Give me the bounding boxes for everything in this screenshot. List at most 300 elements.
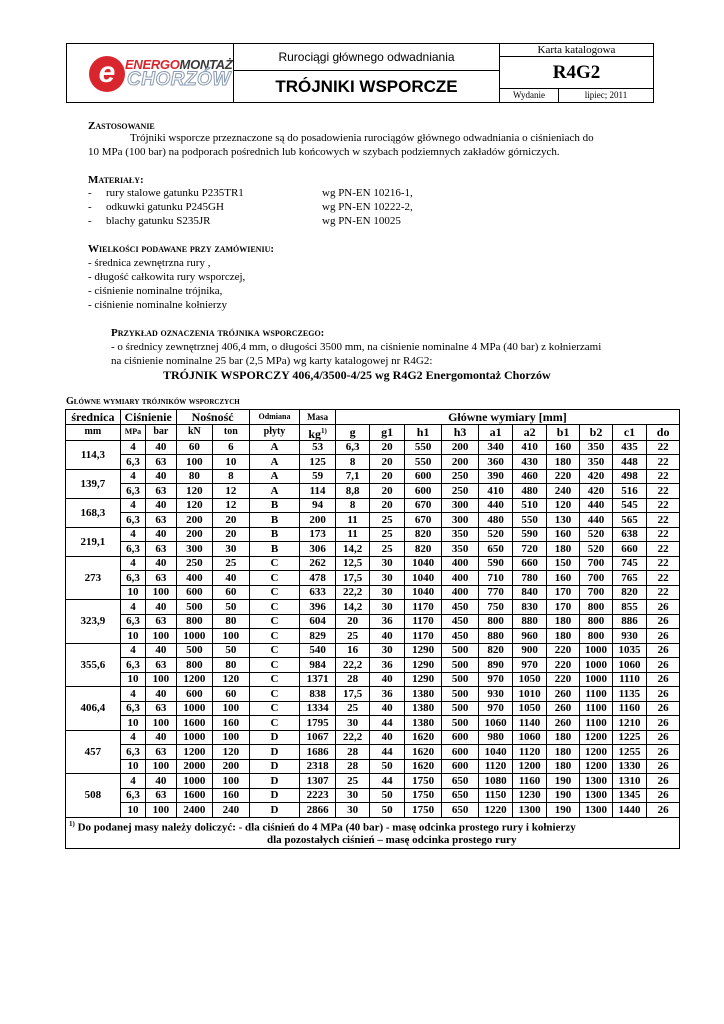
table-cell: 114	[300, 484, 336, 499]
table-cell: 100	[213, 701, 250, 716]
table-row	[66, 527, 680, 542]
table-cell: 410	[478, 484, 512, 499]
table-cell: B	[249, 498, 300, 513]
table-cell: 180	[546, 455, 579, 470]
table-cell: D	[249, 730, 300, 745]
table-row	[66, 600, 680, 615]
table-cell: 2866	[300, 803, 336, 818]
col-diameter: średnica	[66, 410, 121, 425]
table-cell: 250	[176, 556, 213, 571]
table-cell: 20	[370, 484, 404, 499]
table-cell: 22	[647, 455, 680, 470]
table-cell: 40	[213, 571, 250, 586]
energomontaz-logo	[89, 56, 233, 92]
table-cell: 22	[647, 585, 680, 600]
table-cell: 22	[647, 469, 680, 484]
table-cell: 520	[580, 542, 612, 557]
logo-city: CHORZÓW	[127, 69, 231, 90]
table-cell: 25	[335, 774, 369, 789]
diameter-cell: 457	[66, 730, 121, 774]
table-cell: 1120	[513, 745, 546, 760]
table-cell: 1140	[513, 716, 546, 731]
diameter-cell: 168,3	[66, 498, 121, 527]
table-cell: 30	[335, 788, 369, 803]
table-cell: 200	[176, 513, 213, 528]
table-cell: 190	[546, 788, 579, 803]
table-cell: 100	[213, 730, 250, 745]
table-cell: 750	[478, 600, 512, 615]
order-heading: Wielkości podawane przy zamówieniu:	[88, 243, 275, 255]
table-cell: 400	[442, 585, 479, 600]
table-cell: 20	[370, 455, 404, 470]
table-cell: 1000	[580, 658, 612, 673]
table-cell: B	[249, 527, 300, 542]
table-cell: 100	[176, 455, 213, 470]
table-cell: 16	[335, 643, 369, 658]
table-cell: 26	[647, 788, 680, 803]
table-cell: 40	[146, 643, 176, 658]
table-cell: 22	[647, 571, 680, 586]
table-cell: 100	[146, 716, 176, 731]
table-cell: A	[249, 440, 300, 455]
table-cell: 500	[442, 716, 479, 731]
col-variant: Odmiana	[249, 410, 300, 425]
table-cell: 40	[146, 687, 176, 702]
table-cell: 10	[120, 803, 145, 818]
table-cell: 240	[546, 484, 579, 499]
unit-mm: mm	[66, 424, 121, 440]
table-cell: 60	[213, 585, 250, 600]
table-cell: 600	[442, 745, 479, 760]
table-cell: 1150	[478, 788, 512, 803]
table-cell: 930	[478, 687, 512, 702]
table-cell: 180	[546, 745, 579, 760]
table-cell: 100	[146, 672, 176, 687]
table-cell: 970	[478, 672, 512, 687]
diameter-cell: 219,1	[66, 527, 121, 556]
table-cell: 6,3	[120, 484, 145, 499]
table-cell: 500	[176, 600, 213, 615]
table-cell: 26	[647, 774, 680, 789]
table-cell: 50	[370, 803, 404, 818]
table-cell: 1120	[478, 759, 512, 774]
table-cell: 1000	[176, 701, 213, 716]
table-cell: 420	[580, 484, 612, 499]
table-cell: 1200	[580, 759, 612, 774]
table-cell: 26	[647, 687, 680, 702]
table-cell: 6,3	[120, 701, 145, 716]
table-cell: 984	[300, 658, 336, 673]
table-cell: 450	[442, 614, 479, 629]
table-cell: 350	[580, 455, 612, 470]
issue-row	[500, 89, 653, 102]
table-cell: 498	[612, 469, 646, 484]
diameter-cell: 406,4	[66, 687, 121, 731]
table-cell: 26	[647, 759, 680, 774]
table-row	[66, 614, 680, 629]
table-cell: 800	[580, 600, 612, 615]
table-cell: 250	[442, 484, 479, 499]
table-header-row-1	[66, 410, 680, 425]
dim-a1: a1	[478, 424, 512, 440]
table-cell: 890	[478, 658, 512, 673]
table-cell: 20	[370, 469, 404, 484]
table-cell: 840	[513, 585, 546, 600]
table-cell: 14,2	[335, 542, 369, 557]
table-cell: 565	[612, 513, 646, 528]
unit-plates: płyty	[249, 424, 300, 440]
table-cell: 30	[213, 542, 250, 557]
table-cell: A	[249, 484, 300, 499]
table-cell: 30	[370, 556, 404, 571]
table-cell: 63	[146, 701, 176, 716]
table-cell: 80	[213, 614, 250, 629]
table-cell: 350	[442, 542, 479, 557]
catalog-code: R4G2	[500, 57, 653, 89]
table-cell: 6,3	[120, 788, 145, 803]
table-row	[66, 469, 680, 484]
table-cell: 1060	[612, 658, 646, 673]
table-cell: 40	[146, 469, 176, 484]
table-cell: C	[249, 600, 300, 615]
table-cell: 880	[513, 614, 546, 629]
table-cell: 340	[478, 440, 512, 455]
table-cell: 590	[513, 527, 546, 542]
table-cell: 63	[146, 484, 176, 499]
table-cell: 1290	[404, 658, 442, 673]
table-cell: 260	[546, 716, 579, 731]
table-cell: 1750	[404, 803, 442, 818]
dim-c1: c1	[612, 424, 646, 440]
table-cell: 200	[442, 440, 479, 455]
table-cell: 1600	[176, 788, 213, 803]
table-cell: 500	[442, 643, 479, 658]
table-cell: D	[249, 759, 300, 774]
table-cell: 1200	[580, 730, 612, 745]
table-cell: 1307	[300, 774, 336, 789]
table-cell: 480	[478, 513, 512, 528]
table-cell: 300	[442, 498, 479, 513]
table-cell: 26	[647, 672, 680, 687]
table-cell: 50	[370, 788, 404, 803]
table-cell: 1225	[612, 730, 646, 745]
table-cell: 4	[120, 687, 145, 702]
table-cell: 26	[647, 658, 680, 673]
catalog-box	[500, 44, 654, 103]
table-cell: 40	[146, 527, 176, 542]
table-cell: 960	[513, 629, 546, 644]
logo-e-icon: e	[89, 56, 125, 92]
dim-h3: h3	[442, 424, 479, 440]
table-cell: 26	[647, 600, 680, 615]
col-mass: Masa	[300, 410, 336, 425]
table-cell: 500	[442, 672, 479, 687]
table-cell: 1040	[404, 556, 442, 571]
table-cell: 360	[478, 455, 512, 470]
table-cell: 63	[146, 513, 176, 528]
dim-h1: h1	[404, 424, 442, 440]
table-cell: 170	[546, 585, 579, 600]
table-cell: 1750	[404, 774, 442, 789]
table-cell: 59	[300, 469, 336, 484]
table-cell: 22	[647, 556, 680, 571]
table-cell: 22	[647, 440, 680, 455]
logo-wordmark: ENERGOMONTAŻ	[125, 57, 233, 72]
table-cell: 930	[612, 629, 646, 644]
table-cell: 7,1	[335, 469, 369, 484]
table-cell: 1060	[478, 716, 512, 731]
dim-do: do	[647, 424, 680, 440]
table-cell: 396	[300, 600, 336, 615]
table-cell: 830	[513, 600, 546, 615]
table-cell: 4	[120, 556, 145, 571]
application-line-2: 10 MPa (100 bar) na podporach pośrednich lub końcowych w szybach podziemnych zakładów górniczych.	[88, 146, 560, 158]
table-cell: C	[249, 716, 300, 731]
table-cell: 1100	[580, 716, 612, 731]
table-cell: 970	[478, 701, 512, 716]
table-cell: 500	[442, 658, 479, 673]
table-cell: 1000	[176, 730, 213, 745]
table-cell: C	[249, 658, 300, 673]
table-cell: 94	[300, 498, 336, 513]
table-cell: 6,3	[120, 658, 145, 673]
table-cell: 25	[370, 542, 404, 557]
table-cell: 1067	[300, 730, 336, 745]
table-row	[66, 629, 680, 644]
table-row	[66, 716, 680, 731]
table-cell: 1170	[404, 629, 442, 644]
table-cell: 1050	[513, 672, 546, 687]
table-cell: 1371	[300, 672, 336, 687]
table-cell: 886	[612, 614, 646, 629]
table-cell: 550	[404, 455, 442, 470]
table-cell: 26	[647, 730, 680, 745]
table-cell: 28	[335, 672, 369, 687]
table-cell: 12,5	[335, 556, 369, 571]
table-cell: 30	[370, 585, 404, 600]
table-cell: 1170	[404, 600, 442, 615]
table-footnote-row	[66, 817, 680, 848]
table-cell: 14,2	[335, 600, 369, 615]
dim-b1: b1	[546, 424, 579, 440]
table-cell: 1000	[580, 643, 612, 658]
table-cell: 700	[580, 585, 612, 600]
table-row	[66, 498, 680, 513]
table-row	[66, 440, 680, 455]
table-cell: 1135	[612, 687, 646, 702]
unit-ton: ton	[213, 424, 250, 440]
table-cell: 22	[647, 527, 680, 542]
table-cell: 600	[404, 469, 442, 484]
table-cell: 63	[146, 745, 176, 760]
table-cell: 30	[335, 803, 369, 818]
table-cell: 400	[442, 556, 479, 571]
table-cell: C	[249, 556, 300, 571]
table-cell: 40	[146, 440, 176, 455]
table-row	[66, 701, 680, 716]
table-cell: 2400	[176, 803, 213, 818]
table-cell: 300	[442, 513, 479, 528]
table-cell: 28	[335, 745, 369, 760]
table-cell: 450	[442, 600, 479, 615]
table-cell: 8	[335, 455, 369, 470]
table-cell: 63	[146, 788, 176, 803]
diameter-cell: 355,6	[66, 643, 121, 687]
table-cell: 40	[146, 730, 176, 745]
dim-g: g	[335, 424, 369, 440]
table-cell: 1080	[478, 774, 512, 789]
table-cell: 120	[176, 484, 213, 499]
table-cell: 4	[120, 498, 145, 513]
table-cell: 22	[647, 542, 680, 557]
table-cell: A	[249, 469, 300, 484]
table-cell: 2318	[300, 759, 336, 774]
table-cell: 1040	[404, 571, 442, 586]
table-row	[66, 788, 680, 803]
example-designation: TRÓJNIK WSPORCZY 406,4/3500-4/25 wg R4G2 Energomontaż Chorzów	[163, 368, 551, 382]
table-cell: 510	[513, 498, 546, 513]
table-cell: 300	[176, 542, 213, 557]
table-cell: 520	[580, 527, 612, 542]
table-cell: 100	[146, 803, 176, 818]
table-cell: 1000	[176, 774, 213, 789]
table-cell: 100	[146, 759, 176, 774]
table-cell: 1040	[478, 745, 512, 760]
table-cell: 1060	[513, 730, 546, 745]
table-cell: 1600	[176, 716, 213, 731]
table-cell: 880	[478, 629, 512, 644]
table-cell: 25	[335, 629, 369, 644]
table-cell: 10	[213, 455, 250, 470]
table-cell: 1300	[513, 803, 546, 818]
table-cell: 80	[176, 469, 213, 484]
table-cell: 200	[442, 455, 479, 470]
table-cell: 220	[546, 658, 579, 673]
table-cell: C	[249, 571, 300, 586]
table-cell: 11	[335, 513, 369, 528]
table-cell: 80	[213, 658, 250, 673]
table-cell: C	[249, 687, 300, 702]
order-item: - długość całkowita rury wsporczej,	[88, 271, 246, 283]
table-cell: 22	[647, 513, 680, 528]
table-cell: 1160	[513, 774, 546, 789]
issue-label: Wydanie	[500, 89, 559, 102]
table-cell: 400	[176, 571, 213, 586]
table-cell: 180	[546, 730, 579, 745]
table-cell: 100	[213, 774, 250, 789]
table-cell: 600	[442, 759, 479, 774]
table-cell: 410	[513, 440, 546, 455]
table-cell: 1200	[176, 672, 213, 687]
table-row	[66, 513, 680, 528]
table-cell: 220	[546, 643, 579, 658]
table-cell: 1200	[580, 745, 612, 760]
table-cell: 20	[335, 614, 369, 629]
table-row	[66, 774, 680, 789]
doc-title: TRÓJNIKI WSPORCZE	[234, 71, 500, 103]
table-cell: 1330	[612, 759, 646, 774]
table-cell: 670	[404, 513, 442, 528]
table-cell: 650	[442, 788, 479, 803]
table-cell: 63	[146, 455, 176, 470]
table-cell: 10	[120, 716, 145, 731]
table-cell: 250	[442, 469, 479, 484]
table-cell: 63	[146, 658, 176, 673]
table-cell: 820	[478, 643, 512, 658]
table-cell: 855	[612, 600, 646, 615]
table-cell: 745	[612, 556, 646, 571]
table-cell: 1040	[404, 585, 442, 600]
table-cell: 12	[213, 498, 250, 513]
table-cell: 390	[478, 469, 512, 484]
table-cell: 200	[176, 527, 213, 542]
table-cell: B	[249, 542, 300, 557]
table-footnote: $^{1)}$ Do podanej masy należy doliczyć: - dla ciśnień do 4 MPa (40 bar) - masę odcinka prostego rury i kołnierzy dla pozostałych ciśnień – masę odcinka prostego rury	[66, 817, 680, 848]
table-cell: 545	[612, 498, 646, 513]
table-cell: 1200	[176, 745, 213, 760]
table-cell: 430	[513, 455, 546, 470]
table-row	[66, 585, 680, 600]
table-row	[66, 672, 680, 687]
unit-mpa: MPa	[120, 424, 145, 440]
table-cell: 100	[146, 629, 176, 644]
table-cell: 350	[442, 527, 479, 542]
table-cell: 1290	[404, 672, 442, 687]
example-heading: Przykład oznaczenia trójnika wsporczego:	[111, 327, 325, 339]
order-item: - średnica zewnętrzna rury ,	[88, 257, 211, 269]
table-cell: 10	[120, 585, 145, 600]
doc-subtitle: Rurociągi głównego odwadniania	[234, 44, 500, 71]
table-cell: 900	[513, 643, 546, 658]
table-cell: 30	[370, 600, 404, 615]
table-cell: 435	[612, 440, 646, 455]
table-cell: 180	[546, 629, 579, 644]
table-cell: 10	[120, 759, 145, 774]
table-cell: 8	[335, 498, 369, 513]
order-item: - ciśnienie nominalne kołnierzy	[88, 299, 227, 311]
table-cell: 478	[300, 571, 336, 586]
table-cell: 2000	[176, 759, 213, 774]
table-cell: 710	[478, 571, 512, 586]
table-cell: B	[249, 513, 300, 528]
table-cell: 1620	[404, 730, 442, 745]
table-cell: 17,5	[335, 687, 369, 702]
table-cell: 100	[146, 585, 176, 600]
table-cell: 20	[213, 513, 250, 528]
table-cell: 633	[300, 585, 336, 600]
table-cell: C	[249, 672, 300, 687]
table-cell: 36	[370, 614, 404, 629]
table-cell: 40	[146, 774, 176, 789]
table-cell: 700	[580, 571, 612, 586]
table-cell: 500	[176, 643, 213, 658]
table-cell: 1300	[580, 788, 612, 803]
table-cell: 1210	[612, 716, 646, 731]
application-line-1: Trójniki wsporcze przeznaczone są do posadowienia rurociągów głównego odwadniania o ciśnieniach do	[130, 132, 594, 144]
table-cell: D	[249, 803, 300, 818]
table-cell: 170	[546, 600, 579, 615]
logo-cell	[67, 44, 234, 103]
table-cell: 53	[300, 440, 336, 455]
table-cell: 6,3	[120, 745, 145, 760]
table-cell: 25	[370, 527, 404, 542]
table-cell: 500	[442, 687, 479, 702]
table-cell: 820	[612, 585, 646, 600]
table-cell: 650	[442, 774, 479, 789]
table-cell: 26	[647, 716, 680, 731]
table-cell: 670	[404, 498, 442, 513]
table-cell: 1686	[300, 745, 336, 760]
